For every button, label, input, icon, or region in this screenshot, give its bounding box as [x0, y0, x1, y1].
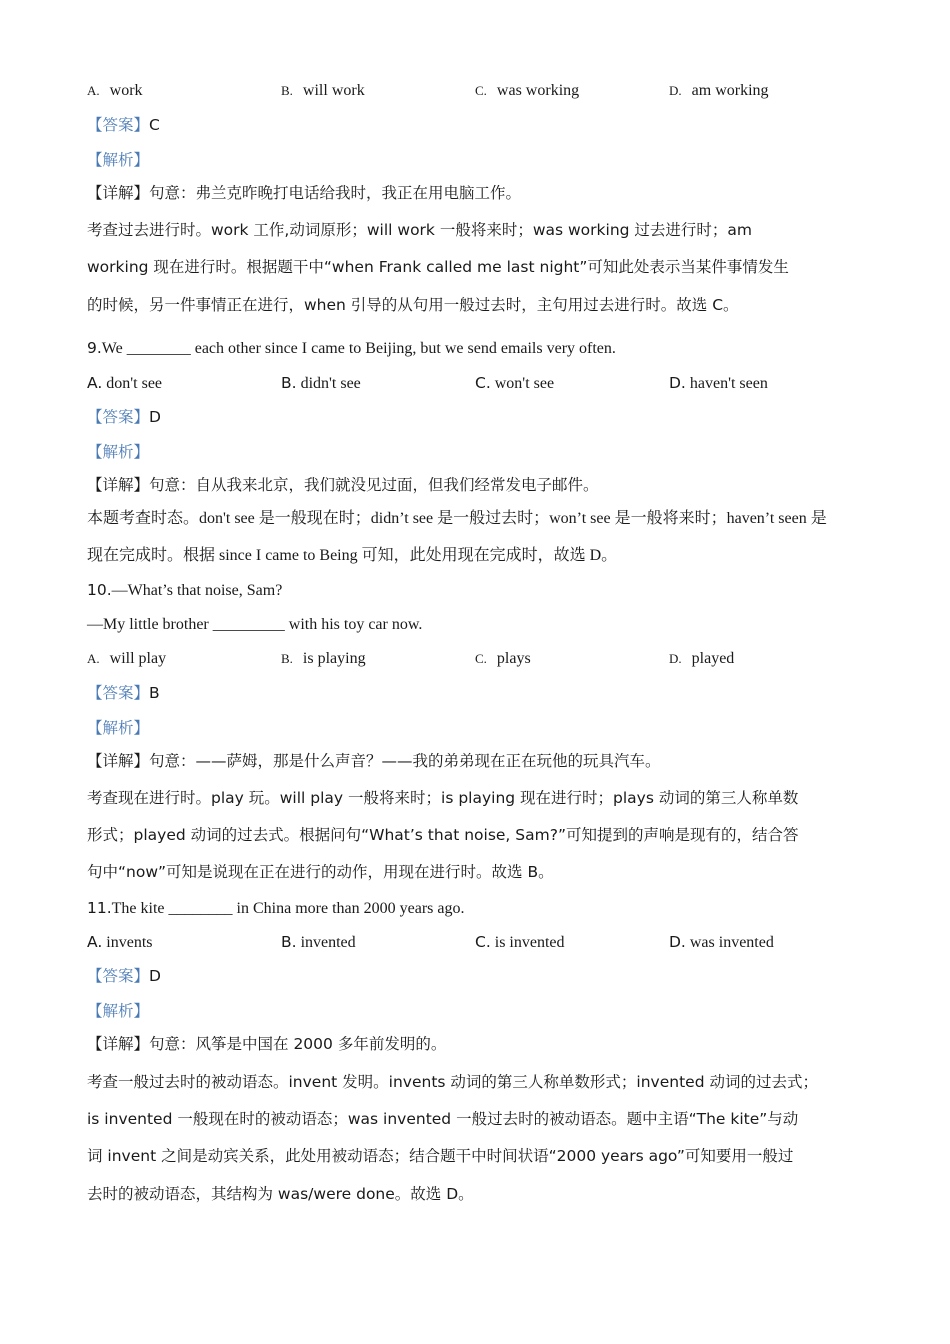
q9-answer: 【答案】D — [87, 408, 161, 426]
q10-stem-reply: —My little brother _________ with his toy car now. — [87, 616, 423, 633]
q9-option-d: D. haven't seen — [669, 374, 768, 392]
q10-option-a: A. will play — [87, 650, 167, 667]
q8-explanation-line: 考查过去进行时。work 工作,动词原形；will work 一般将来时；was working 过去进行时；am — [87, 221, 753, 239]
q9-option-b: B. didn't see — [281, 374, 361, 392]
q8-answer: 【答案】C — [87, 116, 160, 134]
q10-option-c: C. plays — [475, 650, 531, 667]
q8-options — [87, 81, 870, 101]
q10-explanation-line: 形式；played 动词的过去式。根据问句“What’s that noise, Sam?”可知提到的声响是现有的，结合答 — [87, 826, 799, 844]
q8-analysis-label: 【解析】 — [87, 151, 150, 169]
q10-options — [87, 649, 870, 669]
q11-explanation-line: 去时的被动语态，其结构为 was/were done。故选 D。 — [87, 1185, 474, 1203]
q9-stem: 9.We ________ each other since I came to Beijing, but we send emails very often. — [87, 339, 616, 357]
q10-analysis-label: 【解析】 — [87, 719, 150, 737]
q8-detail: 【详解】句意：弗兰克昨晚打电话给我时，我正在用电脑工作。 — [87, 184, 522, 202]
q11-analysis-label: 【解析】 — [87, 1002, 150, 1020]
q11-option-a: A. invents — [87, 933, 153, 951]
q9-option-a: A. don't see — [87, 374, 163, 392]
q11-option-c: C. is invented — [475, 933, 565, 951]
q11-stem: 11.The kite ________ in China more than 2000 years ago. — [87, 899, 465, 917]
q10-stem: 10.—What’s that noise, Sam? — [87, 581, 283, 599]
q10-option-b: B. is playing — [281, 650, 366, 667]
q8-option-d: D. am working — [669, 82, 769, 99]
q8-option-b: B. will work — [281, 82, 365, 99]
q8-explanation-line: 的时候，另一件事情正在进行，when 引导的从句用一般过去时，主句用过去进行时。故选 C。 — [87, 296, 739, 314]
q9-option-c: C. won't see — [475, 374, 555, 392]
q11-explanation-line: 词 invent 之间是动宾关系，此处用被动语态；结合题干中时间状语“2000 years ago”可知要用一般过 — [87, 1147, 794, 1165]
q11-detail: 【详解】句意：风筝是中国在 2000 多年前发明的。 — [87, 1035, 447, 1053]
q11-option-d: D. was invented — [669, 933, 774, 951]
q8-explanation-line: working 现在进行时。根据题干中“when Frank called me last night”可知此处表示当某件事情发生 — [87, 258, 789, 276]
q8-option-c: C. was working — [475, 82, 580, 99]
q10-option-d: D. played — [669, 650, 735, 667]
q10-detail: 【详解】句意：——萨姆，那是什么声音？——我的弟弟现在正在玩他的玩具汽车。 — [87, 752, 661, 770]
q11-answer: 【答案】D — [87, 967, 161, 985]
q11-explanation-line: 考查一般过去时的被动语态。invent 发明。invents 动词的第三人称单数形式；invented 动词的过去式； — [87, 1073, 818, 1091]
q11-options — [87, 932, 870, 952]
q9-analysis-label: 【解析】 — [87, 443, 150, 461]
q9-options — [87, 373, 870, 393]
q9-detail: 【详解】句意：自从我来北京，我们就没见过面，但我们经常发电子邮件。 — [87, 476, 599, 494]
q10-answer: 【答案】B — [87, 684, 160, 702]
q9-explanation-line: 现在完成时。根据 since I came to Being 可知，此处用现在完成时，故选 D。 — [87, 547, 618, 564]
q11-explanation-line: is invented 一般现在时的被动语态；was invented 一般过去时的被动语态。题中主语“The kite”与动 — [87, 1110, 799, 1128]
q9-explanation-line: 本题考查时态。don't see 是一般现在时；didn’t see 是一般过去时；won’t see 是一般将来时；haven’t seen 是 — [87, 510, 827, 527]
q10-explanation-line: 考查现在进行时。play 玩。will play 一般将来时；is playing 现在进行时；plays 动词的第三人称单数 — [87, 789, 799, 807]
q10-explanation-line: 句中“now”可知是说现在正在进行的动作，用现在进行时。故选 B。 — [87, 863, 554, 881]
q8-option-a: A. work — [87, 82, 143, 99]
q11-option-b: B. invented — [281, 933, 356, 951]
